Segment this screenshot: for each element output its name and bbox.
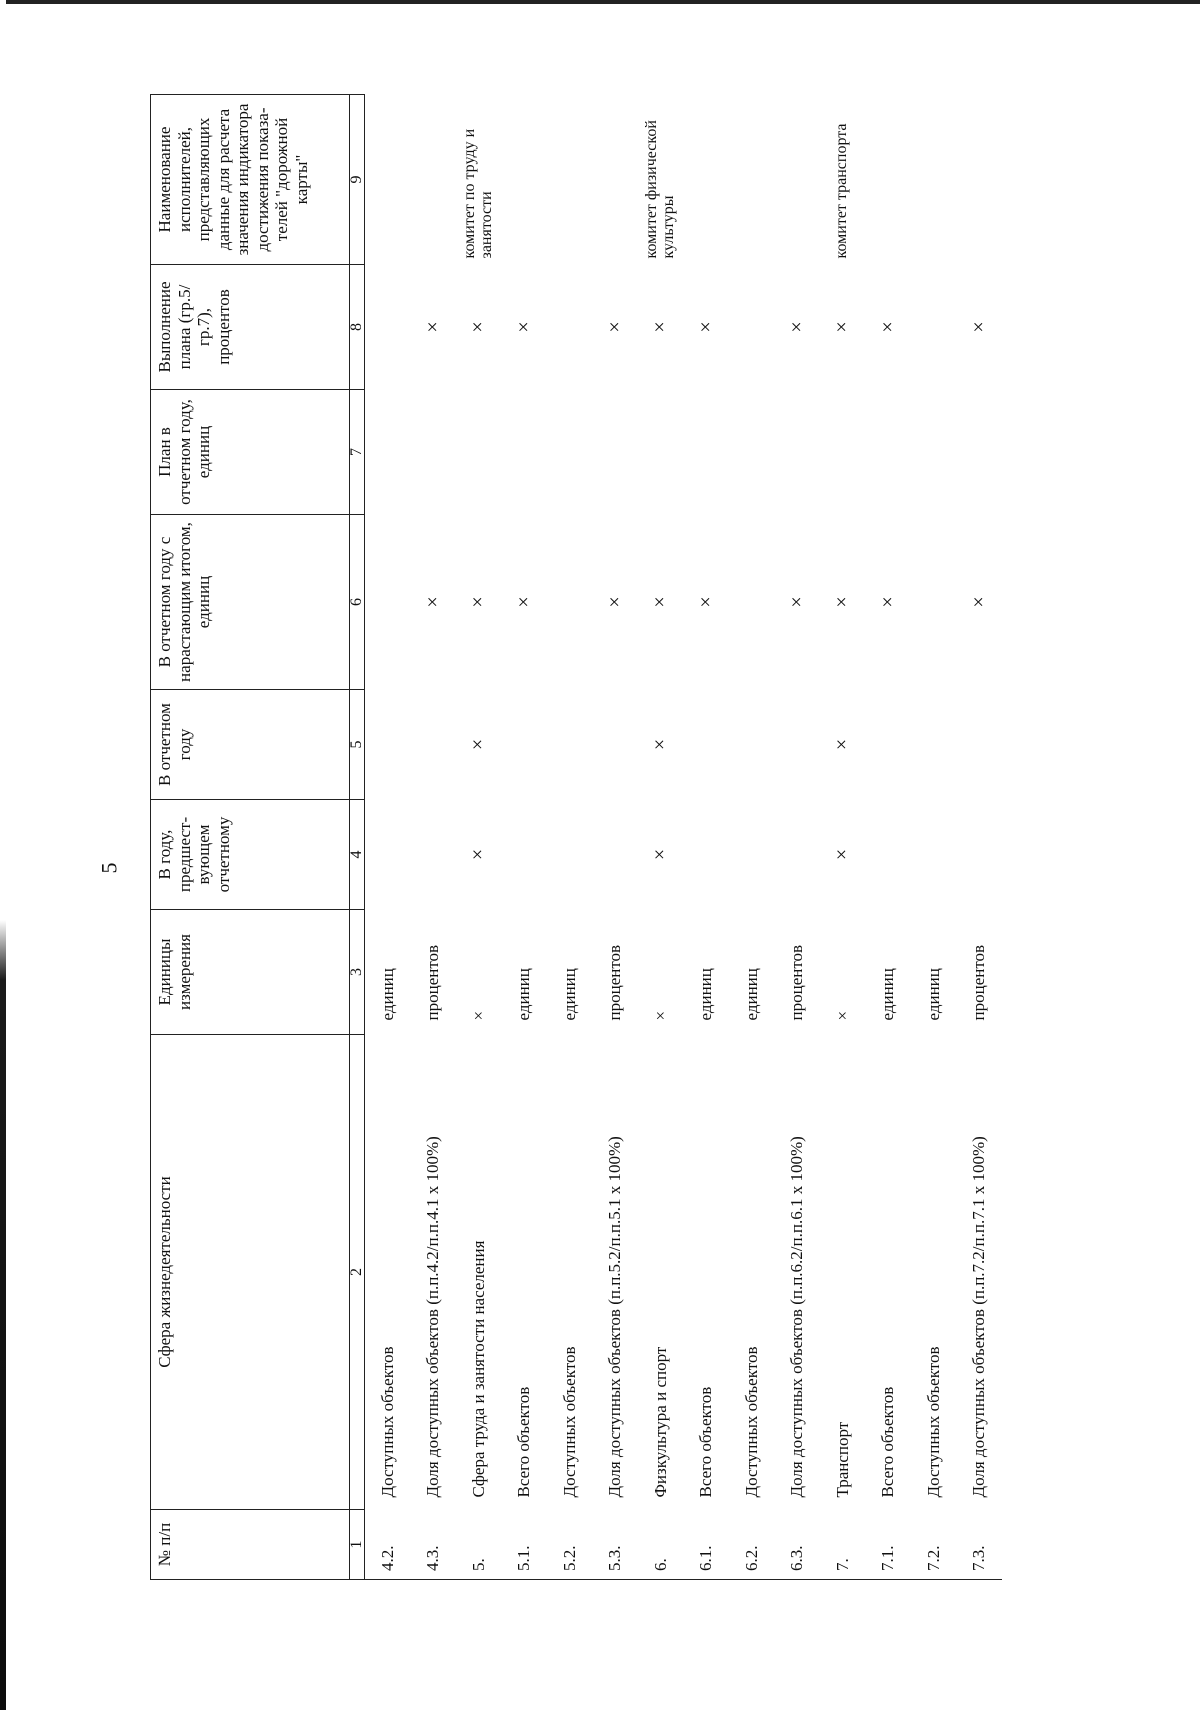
row-executor <box>411 95 457 265</box>
table-row <box>684 95 730 1580</box>
row-plan-completion <box>911 265 957 390</box>
row-executor <box>866 95 912 265</box>
column-number-3: 3 <box>350 910 365 1035</box>
column-number-1: 1 <box>350 1510 365 1580</box>
row-plan-completion <box>729 265 775 390</box>
header-cell-6: В отчетном году с нарастающим итогом, единиц <box>151 515 350 690</box>
row-executor <box>365 95 411 265</box>
row-sphere-name: Доступных объектов <box>559 1346 579 1498</box>
table-row <box>820 95 866 1580</box>
row-plan-value <box>775 390 821 515</box>
row-sphere-name: Доступных объектов <box>923 1346 943 1498</box>
row-number: 5.1. <box>502 1510 548 1580</box>
column-number-9: 9 <box>350 95 365 265</box>
row-sphere-name: Транспорт <box>832 1421 852 1498</box>
row-plan-value <box>820 390 866 515</box>
row-prev-year-value <box>411 800 457 910</box>
column-number-row <box>350 95 365 1580</box>
row-plan-value <box>502 390 548 515</box>
row-plan-completion: × <box>512 321 535 333</box>
row-unit: процентов <box>787 944 807 1021</box>
row-report-year-value <box>957 690 1003 800</box>
header-cell-1: № п/п <box>151 1510 350 1580</box>
row-report-year-value <box>729 690 775 800</box>
row-plan-value <box>911 390 957 515</box>
row-cumulative-value <box>911 515 957 690</box>
table-row <box>547 95 593 1580</box>
row-plan-value <box>866 390 912 515</box>
row-report-year-value <box>547 690 593 800</box>
row-sphere-name: Сфера труда и занятости населения <box>468 1240 488 1498</box>
row-prev-year-value <box>729 800 775 910</box>
row-sphere-name: Доля доступных объектов (п.п.7.2/п.п.7.1 х 100%) <box>969 1136 989 1498</box>
row-cumulative-value: × <box>831 596 854 608</box>
row-number: 6. <box>638 1510 684 1580</box>
row-sphere-name: Всего объектов <box>696 1386 716 1498</box>
table-row <box>911 95 957 1580</box>
column-number-4: 4 <box>350 800 365 910</box>
row-executor <box>502 95 548 265</box>
row-plan-completion: × <box>421 321 444 333</box>
row-cumulative-value: × <box>785 596 808 608</box>
row-report-year-value: × <box>831 738 854 751</box>
row-unit: × <box>832 1010 852 1021</box>
row-sphere-name: Доля доступных объектов (п.п.6.2/п.п.6.1 х 100%) <box>787 1136 807 1498</box>
row-prev-year-value <box>365 800 411 910</box>
row-report-year-value <box>775 690 821 800</box>
column-number-7: 7 <box>350 390 365 515</box>
row-report-year-value <box>502 690 548 800</box>
row-prev-year-value <box>502 800 548 910</box>
row-number: 4.3. <box>411 1510 457 1580</box>
row-unit: процентов <box>423 944 443 1021</box>
row-prev-year-value: × <box>649 848 672 861</box>
row-prev-year-value <box>775 800 821 910</box>
row-cumulative-value <box>547 515 593 690</box>
row-unit: единиц <box>741 968 761 1021</box>
row-prev-year-value: × <box>467 848 490 861</box>
page-number: 5 <box>96 862 122 874</box>
row-number: 7. <box>820 1510 866 1580</box>
row-report-year-value <box>365 690 411 800</box>
header-cell-3: Единицы измерения <box>151 910 350 1035</box>
row-executor: комитет физической культуры <box>642 120 677 259</box>
row-plan-value <box>957 390 1003 515</box>
table-row <box>456 95 502 1580</box>
row-executor <box>547 95 593 265</box>
row-cumulative-value: × <box>649 596 672 608</box>
row-report-year-value <box>866 690 912 800</box>
row-report-year-value: × <box>649 738 672 751</box>
column-number-8: 8 <box>350 265 365 390</box>
row-executor <box>684 95 730 265</box>
scan-top-border <box>0 0 1200 4</box>
row-executor: комитет транспорта <box>833 123 851 259</box>
row-report-year-value <box>411 690 457 800</box>
row-executor: комитет по труду и занятости <box>460 128 495 259</box>
row-number: 6.1. <box>684 1510 730 1580</box>
row-unit: единиц <box>878 968 898 1021</box>
row-sphere-name: Доля доступных объектов (п.п.4.2/п.п.4.1 х 100%) <box>423 1136 443 1498</box>
row-plan-value <box>547 390 593 515</box>
row-prev-year-value <box>684 800 730 910</box>
row-number: 5.3. <box>593 1510 639 1580</box>
table-row <box>866 95 912 1580</box>
row-number: 7.3. <box>957 1510 1003 1580</box>
table-row <box>365 95 411 1580</box>
header-cell-9: Наименование исполнителей, представляющих данные для расчета значения индикатора достижения показа-телей "дорожной карты" <box>151 95 350 265</box>
row-prev-year-value: × <box>831 848 854 861</box>
row-number: 7.2. <box>911 1510 957 1580</box>
row-plan-completion <box>365 265 411 390</box>
row-unit: единиц <box>696 968 716 1021</box>
row-number: 5. <box>456 1510 502 1580</box>
row-sphere-name: Всего объектов <box>878 1386 898 1498</box>
header-cell-7: План в отчетном году, единиц <box>151 390 350 515</box>
table-row <box>638 95 684 1580</box>
row-cumulative-value: × <box>603 596 626 608</box>
row-cumulative-value: × <box>694 596 717 608</box>
row-prev-year-value <box>957 800 1003 910</box>
rotated-table-container <box>150 95 1030 1580</box>
row-plan-value <box>411 390 457 515</box>
row-plan-value <box>729 390 775 515</box>
header-cell-5: В отчетном году <box>151 690 350 800</box>
row-executor <box>911 95 957 265</box>
row-cumulative-value: × <box>967 596 990 608</box>
row-executor <box>729 95 775 265</box>
row-sphere-name: Всего объектов <box>514 1386 534 1498</box>
row-plan-completion: × <box>467 321 490 333</box>
row-plan-value <box>593 390 639 515</box>
row-number: 6.2. <box>729 1510 775 1580</box>
row-number: 7.1. <box>866 1510 912 1580</box>
row-prev-year-value <box>866 800 912 910</box>
row-report-year-value: × <box>467 738 490 751</box>
header-row <box>151 95 350 1580</box>
row-prev-year-value <box>547 800 593 910</box>
row-executor <box>957 95 1003 265</box>
table-row <box>957 95 1003 1580</box>
row-sphere-name: Доля доступных объектов (п.п.5.2/п.п.5.1 х 100%) <box>605 1136 625 1498</box>
row-plan-value <box>365 390 411 515</box>
row-cumulative-value: × <box>876 596 899 608</box>
row-cumulative-value: × <box>467 596 490 608</box>
table-row <box>411 95 457 1580</box>
row-plan-completion <box>547 265 593 390</box>
row-unit: процентов <box>969 944 989 1021</box>
table-row <box>729 95 775 1580</box>
row-unit: единиц <box>514 968 534 1021</box>
row-report-year-value <box>684 690 730 800</box>
row-executor <box>593 95 639 265</box>
row-report-year-value <box>593 690 639 800</box>
roadmap-indicator-table <box>150 94 1002 1580</box>
column-number-6: 6 <box>350 515 365 690</box>
column-number-5: 5 <box>350 690 365 800</box>
row-plan-completion: × <box>603 321 626 333</box>
header-cell-4: В году, предшест-вующем отчетному <box>151 800 350 910</box>
row-plan-completion: × <box>967 321 990 333</box>
scan-left-edge <box>0 0 6 1710</box>
row-plan-completion: × <box>694 321 717 333</box>
row-prev-year-value <box>911 800 957 910</box>
header-cell-8: Выполнение плана (гр.5/гр.7), процентов <box>151 265 350 390</box>
row-plan-value <box>638 390 684 515</box>
row-plan-completion: × <box>785 321 808 333</box>
row-sphere-name: Доступных объектов <box>377 1346 397 1498</box>
table-row <box>775 95 821 1580</box>
row-plan-completion: × <box>876 321 899 333</box>
row-unit: × <box>468 1010 488 1021</box>
row-executor <box>775 95 821 265</box>
row-report-year-value <box>911 690 957 800</box>
table-row <box>593 95 639 1580</box>
table-row <box>502 95 548 1580</box>
row-number: 4.2. <box>365 1510 411 1580</box>
row-cumulative-value: × <box>421 596 444 608</box>
row-unit: процентов <box>605 944 625 1021</box>
row-cumulative-value: × <box>512 596 535 608</box>
row-sphere-name: Физкультура и спорт <box>650 1346 670 1498</box>
row-unit: единиц <box>559 968 579 1021</box>
column-number-2: 2 <box>350 1035 365 1510</box>
row-unit: × <box>650 1010 670 1021</box>
row-plan-value <box>456 390 502 515</box>
row-plan-completion: × <box>649 321 672 333</box>
row-cumulative-value <box>729 515 775 690</box>
header-cell-2: Сфера жизнедеятельности <box>151 1035 350 1510</box>
row-plan-value <box>684 390 730 515</box>
row-unit: единиц <box>377 968 397 1021</box>
row-unit: единиц <box>923 968 943 1021</box>
row-number: 5.2. <box>547 1510 593 1580</box>
row-plan-completion: × <box>831 321 854 333</box>
row-number: 6.3. <box>775 1510 821 1580</box>
row-prev-year-value <box>593 800 639 910</box>
row-cumulative-value <box>365 515 411 690</box>
row-sphere-name: Доступных объектов <box>741 1346 761 1498</box>
